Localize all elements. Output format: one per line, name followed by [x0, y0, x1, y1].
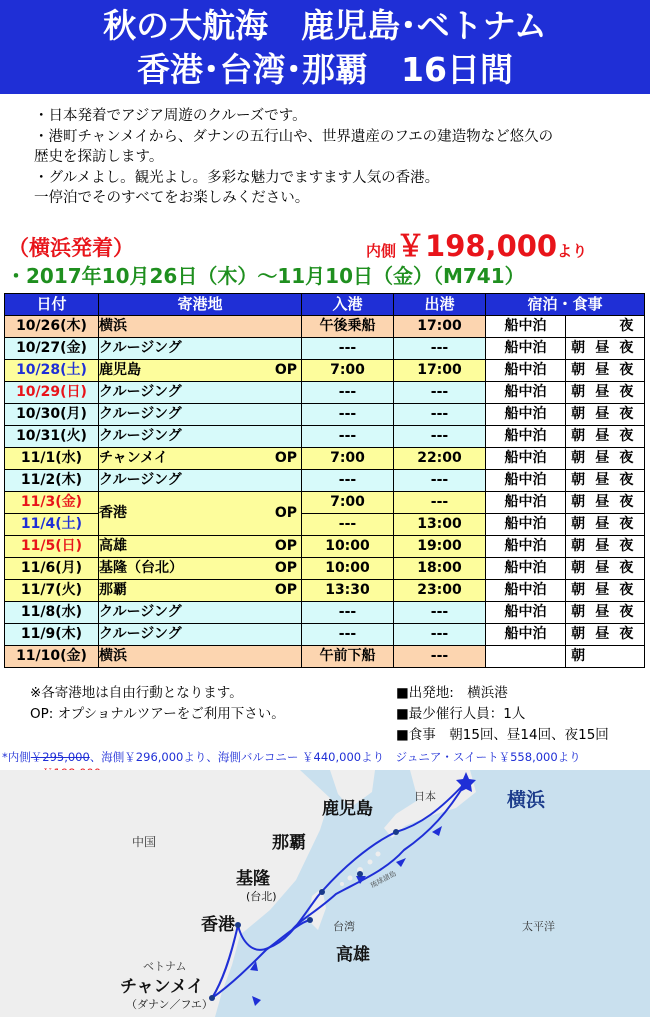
stay-cell: 船中泊 — [486, 558, 566, 580]
arrival-cell: --- — [302, 470, 394, 492]
departure-cell: 22:00 — [394, 448, 486, 470]
stay-cell: 船中泊 — [486, 602, 566, 624]
meal-lunch: 昼 — [595, 516, 610, 532]
stay-cell: 船中泊 — [486, 470, 566, 492]
arrival-cell: 13:30 — [302, 580, 394, 602]
meal-lunch: 昼 — [595, 560, 610, 576]
table-row — [5, 492, 645, 514]
hongkong-marker — [235, 922, 241, 928]
notes-right — [396, 683, 609, 746]
meal-breakfast: 朝 — [571, 648, 586, 664]
intro-line: ・日本発着でアジア周遊のクルーズです。 — [34, 108, 307, 124]
departure-cell: --- — [394, 404, 486, 426]
port-cell — [99, 624, 302, 646]
meal-lunch: 昼 — [595, 538, 610, 554]
optional-tour-tag: OP — [274, 362, 297, 378]
date-cell: 10/31(火) — [5, 426, 99, 448]
departure-cell: --- — [394, 602, 486, 624]
table-row — [5, 360, 645, 382]
arrival-cell: 午後乗船 — [302, 316, 394, 338]
meal-breakfast: 朝 — [571, 582, 586, 598]
fare-rest: 、海側￥296,000より、海側バルコニー ￥440,000より ジュニア・スイート￥558,000より — [89, 750, 581, 764]
optional-tour-tag: OP — [274, 582, 297, 598]
port-cell — [99, 338, 302, 360]
port-name: クルージング — [99, 428, 182, 444]
arrival-cell: --- — [302, 338, 394, 360]
meal-lunch: 昼 — [595, 472, 610, 488]
port-name: クルージング — [99, 406, 182, 422]
meal-lunch: 昼 — [595, 626, 610, 642]
stay-cell: 船中泊 — [486, 536, 566, 558]
port-name: 横浜 — [99, 648, 127, 664]
kagoshima-marker — [393, 829, 399, 835]
meal-cell — [566, 316, 645, 338]
port-cell — [99, 492, 302, 536]
meal-dinner: 夜 — [619, 472, 634, 488]
arrival-cell: 午前下船 — [302, 646, 394, 668]
arrival-cell: 10:00 — [302, 536, 394, 558]
stay-cell: 船中泊 — [486, 580, 566, 602]
port-cell — [99, 470, 302, 492]
price-prefix: 内側 — [366, 242, 397, 260]
meal-lunch: 昼 — [595, 450, 610, 466]
stay-cell: 船中泊 — [486, 360, 566, 382]
meal-dinner: 夜 — [619, 340, 634, 356]
optional-tour-tag: OP — [274, 538, 297, 554]
meal-dinner: 夜 — [619, 406, 634, 422]
meal-breakfast: 朝 — [571, 428, 586, 444]
table-row — [5, 338, 645, 360]
meal-breakfast: 朝 — [571, 626, 586, 642]
departure-cell: 13:00 — [394, 514, 486, 536]
arrival-cell: 7:00 — [302, 448, 394, 470]
port-cell — [99, 558, 302, 580]
departure-cell: 17:00 — [394, 316, 486, 338]
port-cell — [99, 426, 302, 448]
table-row — [5, 646, 645, 668]
date-cell: 11/10(金) — [5, 646, 99, 668]
notes-left — [30, 683, 285, 725]
departure-cell: 19:00 — [394, 536, 486, 558]
note-line: ■食事 朝15回、昼14回、夜15回 — [396, 727, 609, 743]
departure-cell: 23:00 — [394, 580, 486, 602]
meal-breakfast: 朝 — [571, 516, 586, 532]
title-banner — [0, 0, 650, 94]
date-cell: 11/8(水) — [5, 602, 99, 624]
departure-cell: --- — [394, 426, 486, 448]
fare-old-price: ￥295,000 — [30, 750, 90, 764]
date-cell: 11/5(日) — [5, 536, 99, 558]
price-suffix: より — [557, 242, 588, 260]
meal-cell — [566, 382, 645, 404]
departure-cell: 17:00 — [394, 360, 486, 382]
meal-dinner: 夜 — [619, 604, 634, 620]
label-hongkong: 香港 — [201, 915, 235, 935]
meal-breakfast: 朝 — [571, 384, 586, 400]
date-cell: 10/29(日) — [5, 382, 99, 404]
port-cell — [99, 382, 302, 404]
note-line: OP: オプショナルツアーをご利用下さい。 — [30, 706, 285, 722]
label-naha: 那覇 — [272, 833, 306, 853]
fare-lead: *内側 — [2, 750, 31, 764]
stay-cell: 船中泊 — [486, 448, 566, 470]
meal-dinner: 夜 — [619, 582, 634, 598]
cruise-period: ・2017年10月26日（木）～11月10日（金）（M741） — [6, 264, 525, 288]
meal-breakfast: 朝 — [571, 362, 586, 378]
date-cell: 11/1(水) — [5, 448, 99, 470]
departure-cell: 18:00 — [394, 558, 486, 580]
stay-cell: 船中泊 — [486, 492, 566, 514]
meal-lunch: 昼 — [595, 428, 610, 444]
port-name: 那覇 — [99, 582, 127, 598]
stay-cell: 船中泊 — [486, 316, 566, 338]
stay-cell: 船中泊 — [486, 338, 566, 360]
arrival-cell: --- — [302, 404, 394, 426]
port-name: 横浜 — [99, 318, 127, 334]
keelung-marker — [319, 889, 325, 895]
meal-dinner: 夜 — [619, 428, 634, 444]
port-cell — [99, 646, 302, 668]
table-header — [5, 294, 645, 316]
header-stay-meals: 宿泊・食事 — [486, 294, 645, 316]
arrival-cell: --- — [302, 382, 394, 404]
label-china: 中国 — [132, 835, 157, 849]
note-line: ※各寄港地は自由行動となります。 — [30, 685, 243, 701]
arrival-cell: --- — [302, 624, 394, 646]
header-arrival: 入港 — [302, 294, 394, 316]
label-danang: （ダナン／フエ） — [126, 998, 213, 1011]
stay-cell: 船中泊 — [486, 514, 566, 536]
meal-dinner: 夜 — [619, 560, 634, 576]
port-cell — [99, 580, 302, 602]
departure-cell: --- — [394, 338, 486, 360]
meal-cell — [566, 338, 645, 360]
arrival-cell: 7:00 — [302, 492, 394, 514]
meal-cell — [566, 624, 645, 646]
table-row — [5, 470, 645, 492]
stay-cell: 船中泊 — [486, 404, 566, 426]
port-name: 高雄 — [99, 538, 127, 554]
departure-cell: --- — [394, 624, 486, 646]
meal-cell — [566, 426, 645, 448]
date-cell: 10/28(土) — [5, 360, 99, 382]
label-pacific: 太平洋 — [522, 920, 555, 933]
date-cell: 11/3(金) — [5, 492, 99, 514]
meal-dinner: 夜 — [619, 384, 634, 400]
title-line-2: 香港･台湾･那覇 16日間 — [137, 50, 513, 89]
date-cell: 10/30(月) — [5, 404, 99, 426]
meal-breakfast: 朝 — [571, 560, 586, 576]
arrival-cell: --- — [302, 602, 394, 624]
label-yokohama: 横浜 — [507, 789, 546, 811]
optional-tour-tag: OP — [274, 505, 297, 521]
meal-breakfast: 朝 — [571, 406, 586, 422]
meal-breakfast: 朝 — [571, 494, 586, 510]
port-name: クルージング — [99, 472, 182, 488]
label-kagoshima: 鹿児島 — [322, 799, 373, 819]
table-row — [5, 580, 645, 602]
note-line: ■出発地: 横浜港 — [396, 685, 508, 701]
table-row — [5, 536, 645, 558]
label-ryukyu: 琉球諸島 — [369, 869, 398, 890]
label-keelung: 基隆 — [236, 869, 270, 889]
meal-lunch: 昼 — [595, 582, 610, 598]
meal-cell — [566, 580, 645, 602]
table-row — [5, 426, 645, 448]
meal-dinner: 夜 — [619, 516, 634, 532]
departure-cell: --- — [394, 492, 486, 514]
header-port: 寄港地 — [99, 294, 302, 316]
meal-lunch: 昼 — [595, 406, 610, 422]
arrival-cell: 7:00 — [302, 360, 394, 382]
meal-dinner: 夜 — [619, 450, 634, 466]
arrival-cell: --- — [302, 426, 394, 448]
meal-cell — [566, 646, 645, 668]
date-cell: 11/6(月) — [5, 558, 99, 580]
meal-dinner: 夜 — [619, 362, 634, 378]
meal-breakfast: 朝 — [571, 472, 586, 488]
port-name: クルージング — [99, 384, 182, 400]
table-row — [5, 558, 645, 580]
date-cell: 10/27(金) — [5, 338, 99, 360]
title-line-1: 秋の大航海 鹿児島･ベトナム — [103, 6, 547, 45]
intro-text — [34, 106, 634, 209]
label-japan: 日本 — [414, 790, 436, 803]
price-amount: ￥198,000 — [396, 229, 558, 263]
port-name: 香港 — [99, 505, 127, 521]
label-vietnam: ベトナム — [143, 960, 187, 973]
meal-cell — [566, 404, 645, 426]
date-cell: 11/7(火) — [5, 580, 99, 602]
meal-dinner: 夜 — [619, 626, 634, 642]
meal-cell — [566, 536, 645, 558]
table-row — [5, 602, 645, 624]
meal-dinner: 夜 — [619, 538, 634, 554]
departure-cell: --- — [394, 470, 486, 492]
port-cell — [99, 602, 302, 624]
price — [366, 224, 587, 265]
meal-cell — [566, 448, 645, 470]
label-chanmay: チャンメイ — [120, 977, 204, 997]
meal-dinner: 夜 — [619, 318, 634, 334]
port-name: クルージング — [99, 604, 182, 620]
table-row — [5, 624, 645, 646]
arrival-cell: 10:00 — [302, 558, 394, 580]
meal-cell — [566, 360, 645, 382]
meal-cell — [566, 492, 645, 514]
intro-line: 一停泊でそのすべてをお楽しみください。 — [34, 190, 310, 206]
meal-lunch: 昼 — [595, 384, 610, 400]
intro-line: ・グルメよし。観光よし。多彩な魅力でますます人気の香港。 — [34, 169, 440, 186]
naha-marker — [357, 871, 363, 877]
meal-breakfast: 朝 — [571, 604, 586, 620]
kaohsiung-marker — [307, 917, 313, 923]
meal-cell — [566, 514, 645, 536]
meal-cell — [566, 470, 645, 492]
port-cell — [99, 360, 302, 382]
label-taipei: (台北) — [246, 890, 277, 903]
label-kaohsiung: 高雄 — [336, 945, 370, 965]
header-departure: 出港 — [394, 294, 486, 316]
route-map — [0, 770, 650, 1017]
fare-list — [2, 749, 581, 765]
intro-line: 歴史を探訪します。 — [34, 149, 164, 165]
header-date: 日付 — [5, 294, 99, 316]
table-row — [5, 382, 645, 404]
meal-breakfast: 朝 — [571, 450, 586, 466]
stay-cell — [486, 646, 566, 668]
departure-label: （横浜発着） — [8, 236, 134, 260]
meal-cell — [566, 558, 645, 580]
departure-cell: --- — [394, 382, 486, 404]
port-cell — [99, 448, 302, 470]
stay-cell: 船中泊 — [486, 426, 566, 448]
table-row — [5, 404, 645, 426]
meal-lunch: 昼 — [595, 340, 610, 356]
meal-dinner: 夜 — [619, 494, 634, 510]
port-cell — [99, 404, 302, 426]
meal-breakfast: 朝 — [571, 340, 586, 356]
port-name: チャンメイ — [99, 450, 168, 466]
port-name: クルージング — [99, 340, 182, 356]
table-row — [5, 316, 645, 338]
meal-lunch: 昼 — [595, 604, 610, 620]
stay-cell: 船中泊 — [486, 624, 566, 646]
port-name: 鹿児島 — [99, 362, 141, 378]
optional-tour-tag: OP — [274, 560, 297, 576]
meal-lunch: 昼 — [595, 362, 610, 378]
departure-cell: --- — [394, 646, 486, 668]
stay-cell: 船中泊 — [486, 382, 566, 404]
date-cell: 11/4(土) — [5, 514, 99, 536]
itinerary-table — [4, 293, 645, 668]
port-name: クルージング — [99, 626, 182, 642]
arrival-cell: --- — [302, 514, 394, 536]
meal-lunch: 昼 — [595, 494, 610, 510]
port-name: 基隆（台北） — [99, 560, 183, 576]
optional-tour-tag: OP — [274, 450, 297, 466]
date-cell: 11/9(木) — [5, 624, 99, 646]
intro-line: ・港町チャンメイから、ダナンの五行山や、世界遺産のフエの建造物など悠久の — [34, 128, 554, 145]
label-taiwan: 台湾 — [333, 920, 355, 933]
date-cell: 10/26(木) — [5, 316, 99, 338]
date-cell: 11/2(木) — [5, 470, 99, 492]
meal-breakfast: 朝 — [571, 538, 586, 554]
table-row — [5, 448, 645, 470]
note-line: ■最少催行人員：1人 — [396, 706, 526, 722]
port-cell — [99, 316, 302, 338]
meal-cell — [566, 602, 645, 624]
port-cell — [99, 536, 302, 558]
